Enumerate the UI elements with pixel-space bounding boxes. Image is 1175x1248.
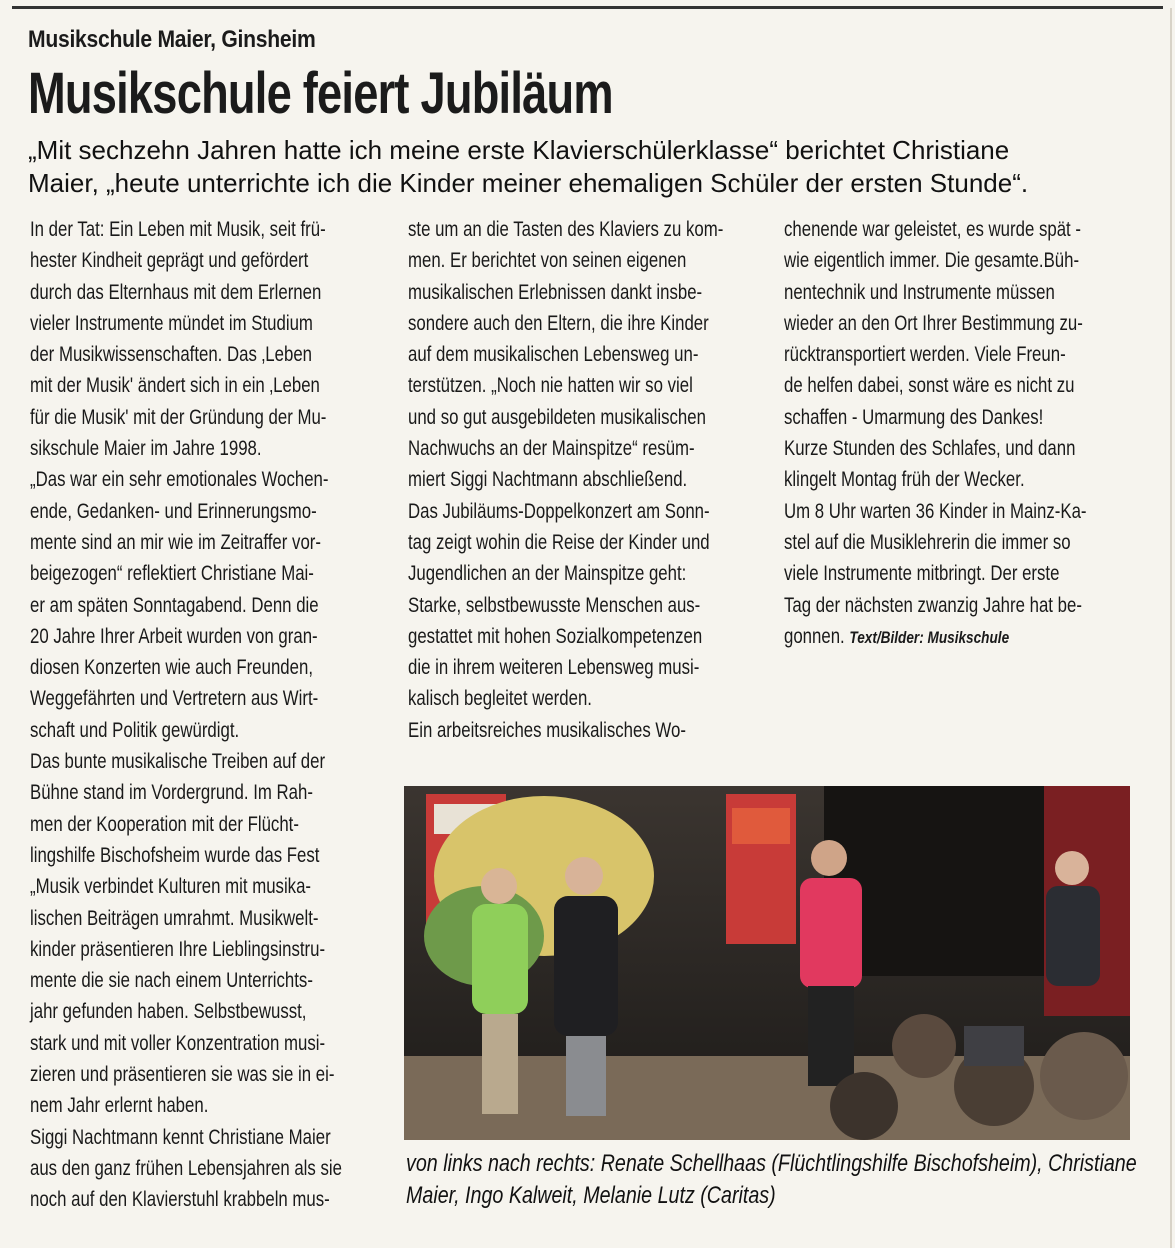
text-line: ste um an die Tasten des Klaviers zu kom- xyxy=(408,218,724,241)
text-line: Siggi Nachtmann kennt Christiane Maier xyxy=(30,1125,331,1149)
text-line: Starke, selbstbewusste Menschen aus- xyxy=(408,593,701,617)
text-line: jahr gefunden haben. Selbstbewusst, xyxy=(30,1000,307,1024)
text-line: Tag der nächsten zwanzig Jahre hat be- xyxy=(784,593,1082,617)
text-line: mente die sie nach einem Unterrichts- xyxy=(30,969,313,993)
event-photo xyxy=(404,786,1130,1140)
text-line: Nachwuchs an der Mainspitze“ resüm- xyxy=(408,437,695,461)
text-line: mente sind an mir wie im Zeitraffer vor- xyxy=(30,530,321,554)
text-line: durch das Elternhaus mit dem Erlernen xyxy=(30,280,322,304)
text-line: nem Jahr erlernt haben. xyxy=(30,1094,209,1118)
text-line: zieren und präsentieren sie was sie in ei- xyxy=(30,1063,335,1087)
text-line: noch auf den Klavierstuhl krabbeln mus- xyxy=(30,1188,330,1212)
deck-line: Maier, „heute unterrichte ich die Kinder meiner ehemaligen Schüler der ersten Stunde“. xyxy=(28,168,1029,198)
text-line-with-byline xyxy=(784,621,1130,653)
kicker: Musikschule Maier, Ginsheim xyxy=(28,26,316,53)
text-line: stark und mit voller Konzentration musi- xyxy=(30,1031,326,1055)
text-line: für die Musik' mit der Gründung der Mu- xyxy=(30,405,327,429)
byline: Text/Bilder: Musikschule xyxy=(849,627,1010,647)
deck-line: „Mit sechzehn Jahren hatte ich meine erste Klavierschülerklasse“ berichtet Christiane xyxy=(28,135,1010,165)
text-line: de helfen dabei, sonst wäre es nicht zu xyxy=(784,374,1075,398)
text-line: gonnen. xyxy=(784,624,845,648)
text-line: 20 Jahre Ihrer Arbeit wurden von gran- xyxy=(30,624,318,648)
headline: Musikschule feiert Jubiläum xyxy=(28,61,613,126)
text-line: Jugendlichen an der Mainspitze geht: xyxy=(408,562,687,586)
text-line: lischen Beiträgen umrahmt. Musikwelt- xyxy=(30,906,319,930)
column-2 xyxy=(408,214,754,746)
text-line: sikschule Maier im Jahre 1998. xyxy=(30,437,262,461)
text-line: Weggefährten und Vertretern aus Wirt- xyxy=(30,687,319,711)
text-line: hester Kindheit geprägt und gefördert xyxy=(30,249,309,273)
text-line: Bühne stand im Vordergrund. Im Rah- xyxy=(30,781,313,805)
text-line: schaffen - Umarmung des Dankes! xyxy=(784,405,1044,429)
text-line: und so gut ausgebildeten musikalischen xyxy=(408,405,706,429)
text-line: mit der Musik' ändert sich in ein ‚Leben xyxy=(30,374,320,398)
column-1 xyxy=(30,214,376,1216)
top-rule xyxy=(12,6,1163,9)
text-line: miert Siggi Nachtmann abschließend. xyxy=(408,468,688,492)
text-line: beigezogen“ reflektiert Christiane Mai- xyxy=(30,562,314,586)
column-3 xyxy=(784,214,1130,653)
text-line: sondere auch den Eltern, die ihre Kinder xyxy=(408,311,709,335)
text-line: men. Er berichtet von seinen eigenen xyxy=(408,249,687,273)
text-line: men der Kooperation mit der Flücht- xyxy=(30,812,299,836)
text-line: gestattet mit hohen Sozialkompetenzen xyxy=(408,624,703,648)
caption-line: von links nach rechts: Renate Schellhaas (Flüchtlingshilfe Bischofsheim), Christiane xyxy=(406,1150,1137,1177)
text-line: nentechnik und Instrumente müssen xyxy=(784,280,1055,304)
text-line: „Das war ein sehr emotionales Wochen- xyxy=(30,468,329,492)
text-line: die in ihrem weiteren Lebensweg musi- xyxy=(408,656,700,680)
text-line: Um 8 Uhr warten 36 Kinder in Mainz-Ka- xyxy=(784,499,1087,523)
text-line: auf dem musikalischen Lebensweg un- xyxy=(408,343,699,367)
text-line: diosen Konzerten wie auch Freunden, xyxy=(30,656,313,680)
text-line: musikalischen Erlebnissen dankt insbe- xyxy=(408,280,703,304)
caption-line: Maier, Ingo Kalweit, Melanie Lutz (Caritas) xyxy=(406,1182,776,1209)
text-line: In der Tat: Ein Leben mit Musik, seit frü- xyxy=(30,218,326,241)
deck xyxy=(28,134,1128,200)
text-line: kalisch begleitet werden. xyxy=(408,687,592,711)
text-line: lingshilfe Bischofsheim wurde das Fest xyxy=(30,843,320,867)
text-line: er am späten Sonntagabend. Denn die xyxy=(30,593,319,617)
text-line: kinder präsentieren Ihre Lieblingsinstru- xyxy=(30,937,326,961)
text-line: chenende war geleistet, es wurde spät - xyxy=(784,218,1081,241)
text-line: „Musik verbindet Kulturen mit musika- xyxy=(30,875,312,899)
text-line: aus den ganz frühen Lebensjahren als sie xyxy=(30,1156,342,1180)
text-line: tag zeigt wohin die Reise der Kinder und xyxy=(408,530,710,554)
page-edge xyxy=(1170,8,1172,1248)
text-line: wieder an den Ort Ihrer Bestimmung zu- xyxy=(784,311,1083,335)
photo-illustration xyxy=(404,786,1130,1140)
text-line: wie eigentlich immer. Die gesamte.Büh- xyxy=(784,249,1080,273)
text-line: vieler Instrumente mündet im Studium xyxy=(30,311,313,335)
text-line: Kurze Stunden des Schlafes, und dann xyxy=(784,437,1076,461)
text-line: schaft und Politik gewürdigt. xyxy=(30,718,240,742)
text-line: viele Instrumente mitbringt. Der erste xyxy=(784,562,1060,586)
text-line: klingelt Montag früh der Wecker. xyxy=(784,468,1025,492)
text-line: der Musikwissenschaften. Das ‚Leben xyxy=(30,343,313,367)
text-line: Ein arbeitsreiches musikalisches Wo- xyxy=(408,718,686,742)
text-line: ende, Gedanken- und Erinnerungsmo- xyxy=(30,499,317,523)
photo-caption xyxy=(406,1148,1166,1212)
text-line: Das Jubiläums-Doppelkonzert am Sonn- xyxy=(408,499,710,523)
text-line: terstützen. „Noch nie hatten wir so viel xyxy=(408,374,693,398)
text-line: Das bunte musikalische Treiben auf der xyxy=(30,750,326,774)
text-line: stel auf die Musiklehrerin die immer so xyxy=(784,530,1071,554)
text-line: rücktransportiert werden. Viele Freun- xyxy=(784,343,1066,367)
